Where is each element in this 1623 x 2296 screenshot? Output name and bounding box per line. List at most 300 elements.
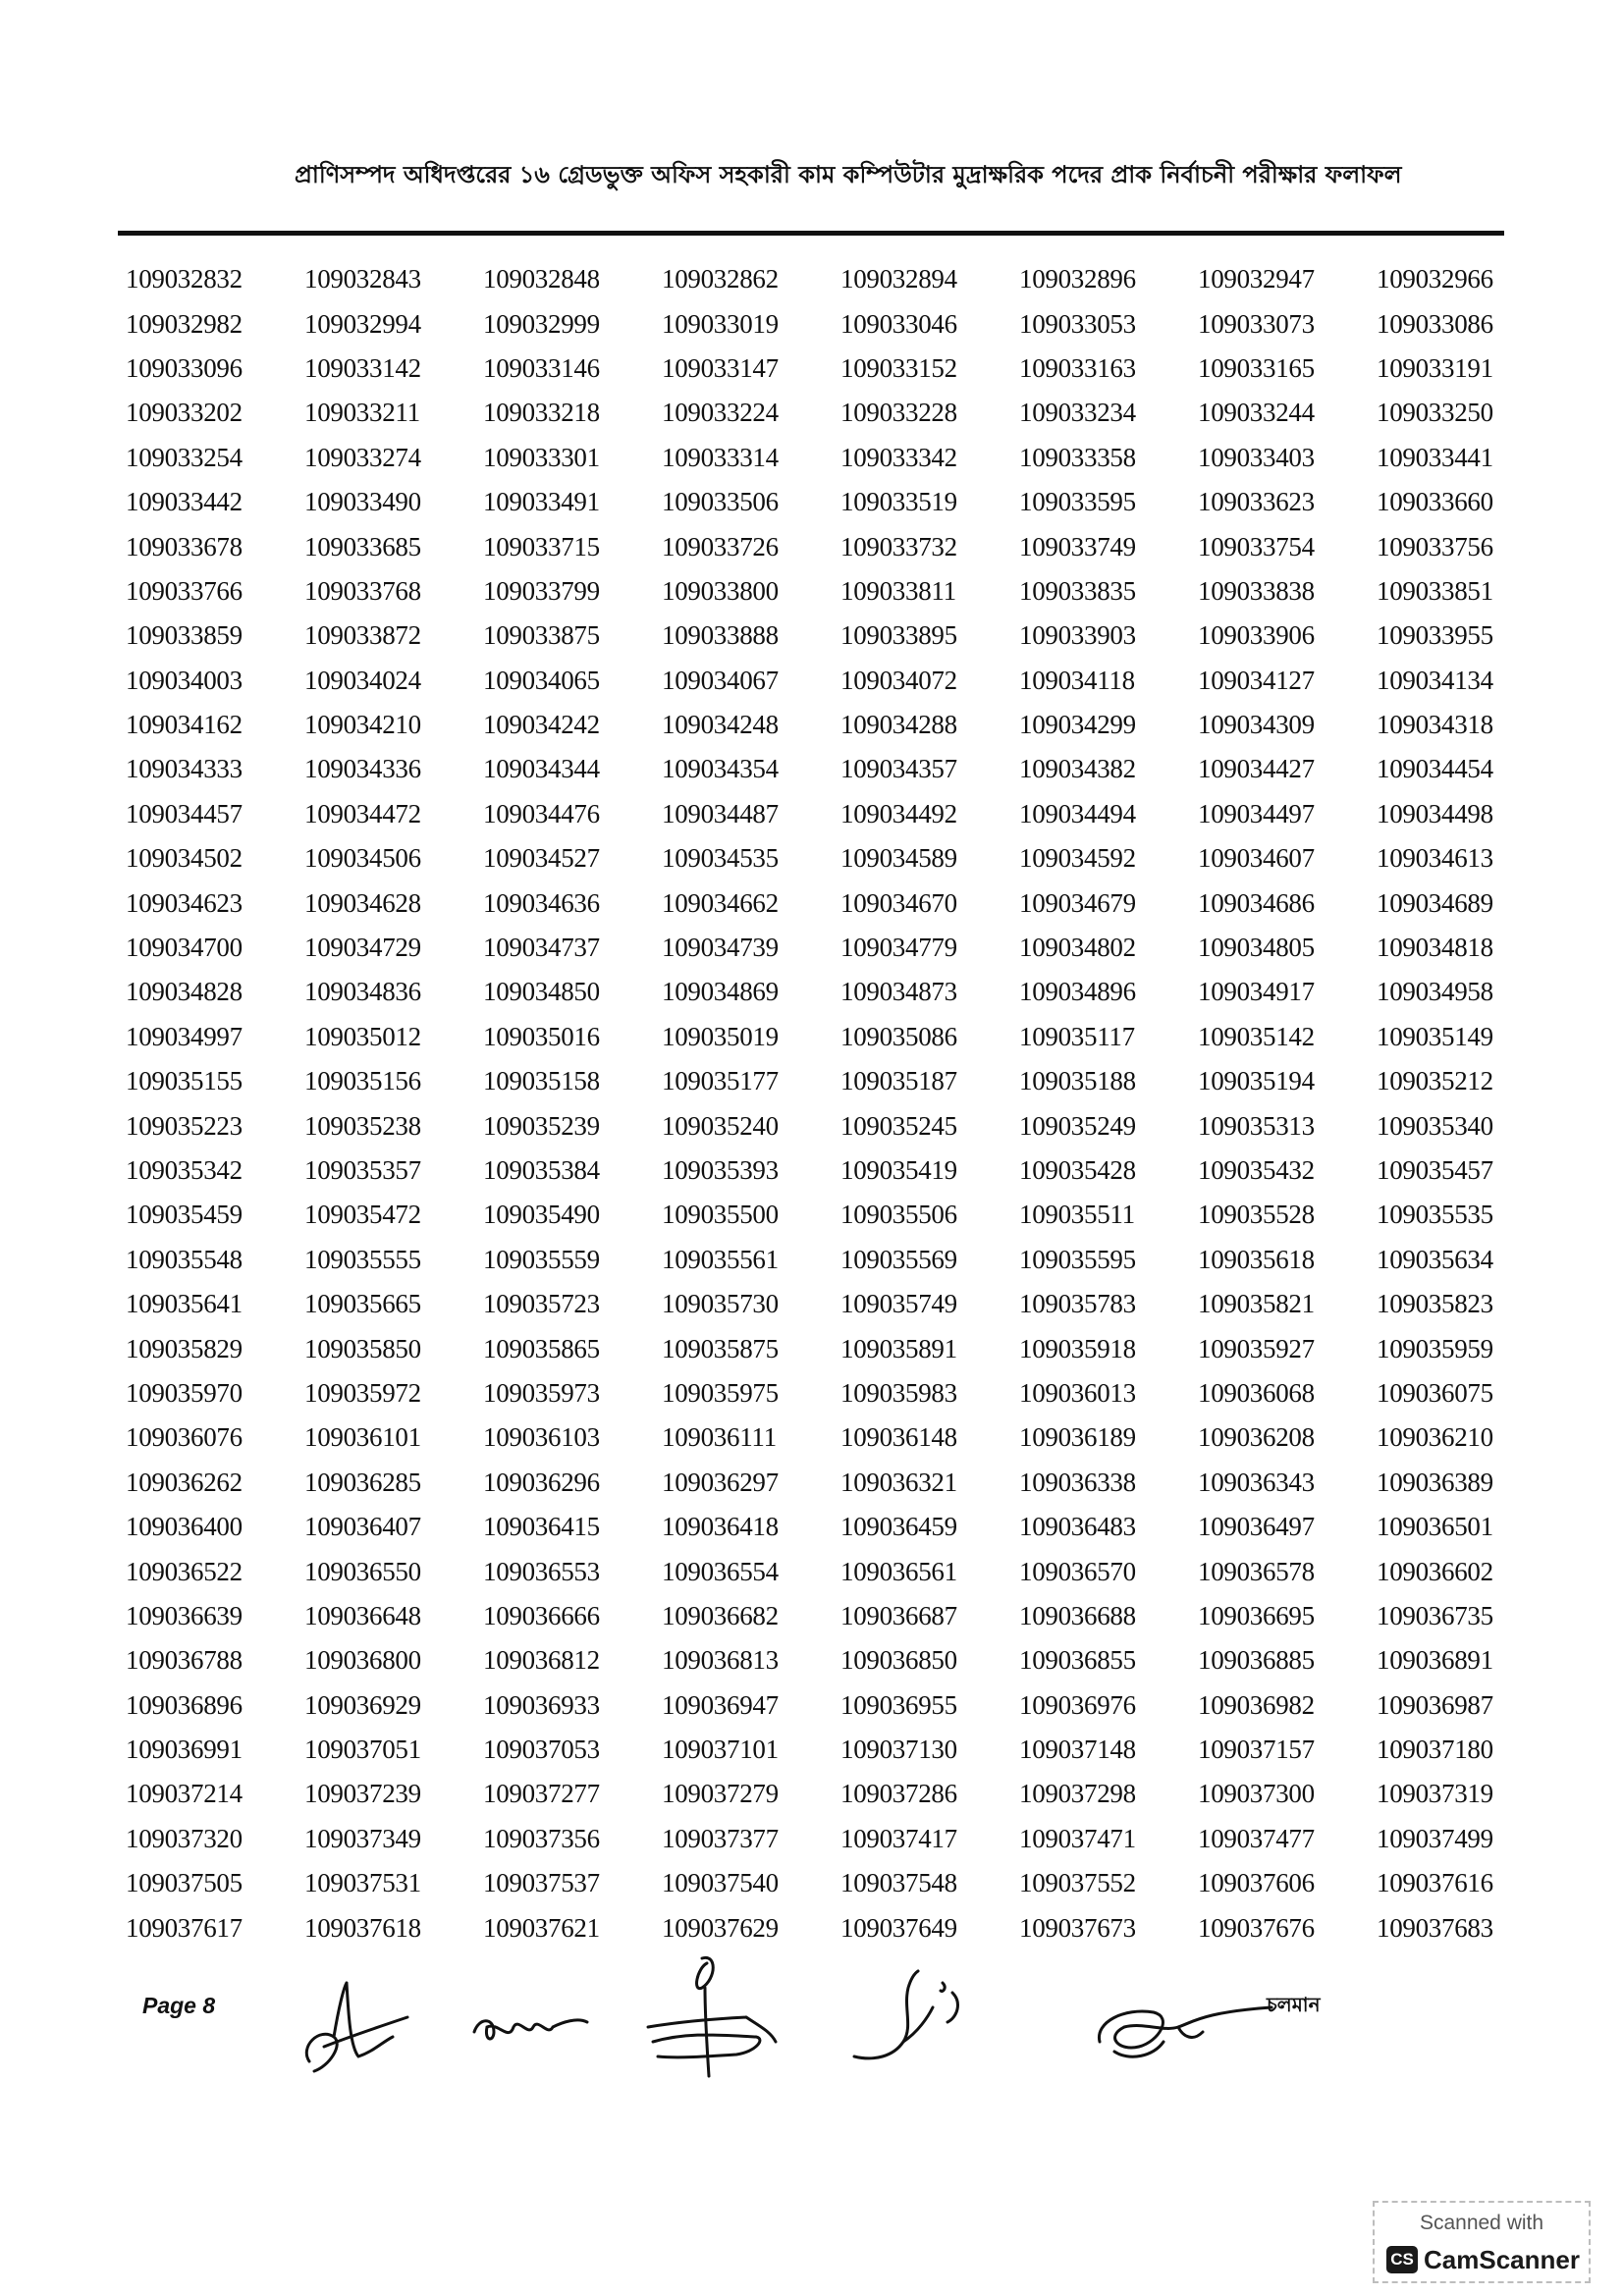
roll-number-cell: 109036688 <box>1019 1600 1136 1630</box>
signature-4 <box>844 1963 982 2071</box>
roll-number-cell: 109034024 <box>304 665 421 695</box>
roll-number-cell: 109034607 <box>1198 843 1315 874</box>
roll-number-cell: 109035975 <box>662 1377 779 1408</box>
roll-number-cell: 109034623 <box>126 887 243 918</box>
roll-number-cell: 109033799 <box>483 575 600 606</box>
roll-number-cell: 109037053 <box>483 1735 600 1765</box>
roll-number-cell: 109037356 <box>483 1823 600 1853</box>
roll-number-cell: 109037673 <box>1019 1912 1136 1943</box>
roll-number-cell: 109035432 <box>1198 1155 1315 1185</box>
roll-number-cell: 109034065 <box>483 665 600 695</box>
roll-number-cell: 109036855 <box>1019 1645 1136 1676</box>
roll-number-cell: 109033358 <box>1019 442 1136 472</box>
roll-number-cell: 109036343 <box>1198 1467 1315 1497</box>
roll-number-cell: 109035187 <box>840 1066 957 1096</box>
roll-number-cell: 109037130 <box>840 1735 957 1765</box>
roll-number-cell: 109035723 <box>483 1289 600 1319</box>
roll-number-cell: 109033595 <box>1019 487 1136 517</box>
roll-number-cell: 109034700 <box>126 933 243 963</box>
roll-number-cell: 109034333 <box>126 754 243 784</box>
roll-number-cell: 109033903 <box>1019 620 1136 651</box>
roll-number-cell: 109032982 <box>126 308 243 339</box>
roll-number-cell: 109035472 <box>304 1200 421 1230</box>
roll-number-cell: 109037552 <box>1019 1868 1136 1898</box>
roll-number-cell: 109035384 <box>483 1155 600 1185</box>
roll-number-cell: 109034354 <box>662 754 779 784</box>
roll-number-cell: 109034737 <box>483 933 600 963</box>
roll-number-cell: 109033660 <box>1377 487 1493 517</box>
roll-number-cell: 109037505 <box>126 1868 243 1898</box>
document-title: প্রাণিসম্পদ অধিদপ্তরের ১৬ গ্রেডভুক্ত অফিস সহকারী কাম কম্পিউটার মুদ্রাক্ষরিক পদের প্রাক নির্বাচনী পরীক্ষার ফলাফল <box>295 161 1402 188</box>
roll-number-cell: 109035569 <box>840 1244 957 1274</box>
roll-number-cell: 109032966 <box>1377 264 1493 294</box>
roll-number-cell: 109035249 <box>1019 1110 1136 1141</box>
roll-number-cell: 109035239 <box>483 1110 600 1141</box>
roll-number-cell: 109033859 <box>126 620 243 651</box>
roll-number-cell: 109034589 <box>840 843 957 874</box>
roll-number-cell: 109035155 <box>126 1066 243 1096</box>
roll-number-cell: 109033096 <box>126 352 243 383</box>
roll-number-cell: 109033019 <box>662 308 779 339</box>
roll-number-cell: 109033224 <box>662 398 779 428</box>
roll-number-cell: 109035595 <box>1019 1244 1136 1274</box>
roll-number-cell: 109037279 <box>662 1779 779 1809</box>
roll-number-cell: 109035459 <box>126 1200 243 1230</box>
roll-number-cell: 109034134 <box>1377 665 1493 695</box>
page-number: Page 8 <box>142 1993 216 2018</box>
roll-number-cell: 109033053 <box>1019 308 1136 339</box>
roll-number-cell: 109033218 <box>483 398 600 428</box>
roll-number-table <box>126 257 1520 1950</box>
roll-number-cell: 109037683 <box>1377 1912 1493 1943</box>
roll-number-cell: 109036522 <box>126 1556 243 1586</box>
roll-number-cell: 109036415 <box>483 1512 600 1542</box>
roll-number-cell: 109037617 <box>126 1912 243 1943</box>
roll-number-cell: 109033314 <box>662 442 779 472</box>
roll-number-cell: 109035419 <box>840 1155 957 1185</box>
roll-number-cell: 109034896 <box>1019 977 1136 1007</box>
roll-number-cell: 109036148 <box>840 1422 957 1453</box>
roll-number-cell: 109035393 <box>662 1155 779 1185</box>
roll-number-cell: 109034779 <box>840 933 957 963</box>
roll-number-cell: 109033250 <box>1377 398 1493 428</box>
roll-number-cell: 109033766 <box>126 575 243 606</box>
roll-number-cell: 109036850 <box>840 1645 957 1676</box>
roll-number-cell: 109035245 <box>840 1110 957 1141</box>
roll-number-cell: 109035149 <box>1377 1021 1493 1051</box>
roll-number-cell: 109033142 <box>304 352 421 383</box>
roll-number-cell: 109036189 <box>1019 1422 1136 1453</box>
roll-number-cell: 109034636 <box>483 887 600 918</box>
roll-number-cell: 109036296 <box>483 1467 600 1497</box>
watermark-app-name: CamScanner <box>1424 2245 1580 2274</box>
roll-number-cell: 109034498 <box>1377 798 1493 828</box>
roll-number-cell: 109036389 <box>1377 1467 1493 1497</box>
roll-number-cell: 109032999 <box>483 308 600 339</box>
roll-number-cell: 109034958 <box>1377 977 1493 1007</box>
roll-number-cell: 109036285 <box>304 1467 421 1497</box>
roll-number-cell: 109037239 <box>304 1779 421 1809</box>
roll-number-cell: 109035641 <box>126 1289 243 1319</box>
roll-number-cell: 109034003 <box>126 665 243 695</box>
roll-number-cell: 109036501 <box>1377 1512 1493 1542</box>
roll-number-cell: 109036666 <box>483 1600 600 1630</box>
roll-number-cell: 109036076 <box>126 1422 243 1453</box>
roll-number-cell: 109037319 <box>1377 1779 1493 1809</box>
roll-number-cell: 109035555 <box>304 1244 421 1274</box>
roll-number-cell: 109033234 <box>1019 398 1136 428</box>
roll-number-cell: 109036639 <box>126 1600 243 1630</box>
roll-number-cell: 109036578 <box>1198 1556 1315 1586</box>
roll-number-cell: 109037618 <box>304 1912 421 1943</box>
roll-number-cell: 109037477 <box>1198 1823 1315 1853</box>
roll-number-cell: 109033046 <box>840 308 957 339</box>
roll-number-cell: 109034670 <box>840 887 957 918</box>
roll-number-cell: 109034494 <box>1019 798 1136 828</box>
roll-number-cell: 109035749 <box>840 1289 957 1319</box>
roll-number-cell: 109034210 <box>304 710 421 740</box>
roll-number-cell: 109034689 <box>1377 887 1493 918</box>
roll-number-cell: 109033165 <box>1198 352 1315 383</box>
roll-number-cell: 109035238 <box>304 1110 421 1141</box>
roll-number-cell: 109035117 <box>1019 1021 1135 1051</box>
roll-number-cell: 109036297 <box>662 1467 779 1497</box>
roll-number-cell: 109034917 <box>1198 977 1315 1007</box>
roll-number-cell: 109035865 <box>483 1333 600 1363</box>
roll-number-cell: 109032947 <box>1198 264 1315 294</box>
roll-number-cell: 109033749 <box>1019 531 1136 561</box>
roll-number-cell: 109032896 <box>1019 264 1136 294</box>
camscanner-logo-icon: CS <box>1386 2246 1418 2273</box>
roll-number-cell: 109036885 <box>1198 1645 1315 1676</box>
roll-number-cell: 109034162 <box>126 710 243 740</box>
roll-number-cell: 109037148 <box>1019 1735 1136 1765</box>
roll-number-cell: 109033851 <box>1377 575 1493 606</box>
roll-number-cell: 109036111 <box>662 1422 777 1453</box>
signature-3 <box>638 1949 785 2081</box>
signature-5 <box>1085 1983 1281 2071</box>
roll-number-cell: 109035086 <box>840 1021 957 1051</box>
roll-number-cell: 109037621 <box>483 1912 600 1943</box>
roll-number-cell: 109034127 <box>1198 665 1315 695</box>
roll-number-cell: 109035983 <box>840 1377 957 1408</box>
roll-number-cell: 109034344 <box>483 754 600 784</box>
roll-number-cell: 109034836 <box>304 977 421 1007</box>
roll-number-cell: 109035142 <box>1198 1021 1315 1051</box>
roll-number-cell: 109033403 <box>1198 442 1315 472</box>
roll-number-cell: 109034476 <box>483 798 600 828</box>
roll-number-cell: 109034336 <box>304 754 421 784</box>
roll-number-cell: 109033254 <box>126 442 243 472</box>
roll-number-cell: 109035891 <box>840 1333 957 1363</box>
roll-number-cell: 109036955 <box>840 1689 957 1720</box>
roll-number-cell: 109033955 <box>1377 620 1493 651</box>
roll-number-cell: 109036896 <box>126 1689 243 1720</box>
watermark-caption: Scanned with <box>1419 2212 1544 2234</box>
roll-number-cell: 109036550 <box>304 1556 421 1586</box>
roll-number-cell: 109036800 <box>304 1645 421 1676</box>
roll-number-cell: 109034873 <box>840 977 957 1007</box>
roll-number-cell: 109034472 <box>304 798 421 828</box>
roll-number-cell: 109033768 <box>304 575 421 606</box>
roll-number-cell: 109034628 <box>304 887 421 918</box>
roll-number-cell: 109034729 <box>304 933 421 963</box>
roll-number-cell: 109035428 <box>1019 1155 1136 1185</box>
roll-number-cell: 109037320 <box>126 1823 243 1853</box>
roll-number-cell: 109034357 <box>840 754 957 784</box>
roll-number-cell: 109033519 <box>840 487 957 517</box>
signature-note: চলমান <box>1267 1993 1321 2016</box>
roll-number-cell: 109033838 <box>1198 575 1315 606</box>
roll-number-cell: 109035511 <box>1019 1200 1135 1230</box>
roll-number-cell: 109033301 <box>483 442 600 472</box>
roll-number-cell: 109034502 <box>126 843 243 874</box>
roll-number-cell: 109035970 <box>126 1377 243 1408</box>
roll-number-cell: 109033715 <box>483 531 600 561</box>
roll-number-cell: 109034072 <box>840 665 957 695</box>
roll-number-cell: 109037537 <box>483 1868 600 1898</box>
roll-number-cell: 109035223 <box>126 1110 243 1141</box>
roll-number-cell: 109034818 <box>1377 933 1493 963</box>
roll-number-cell: 109036554 <box>662 1556 779 1586</box>
roll-number-cell: 109035959 <box>1377 1333 1493 1363</box>
roll-number-cell: 109035177 <box>662 1066 779 1096</box>
roll-number-cell: 109033811 <box>840 575 956 606</box>
roll-number-cell: 109035357 <box>304 1155 421 1185</box>
roll-number-cell: 109036687 <box>840 1600 957 1630</box>
roll-number-cell: 109033163 <box>1019 352 1136 383</box>
roll-number-cell: 109035821 <box>1198 1289 1315 1319</box>
roll-number-cell: 109037101 <box>662 1735 779 1765</box>
roll-number-cell: 109037499 <box>1377 1823 1493 1853</box>
roll-number-cell: 109034869 <box>662 977 779 1007</box>
roll-number-cell: 109035927 <box>1198 1333 1315 1363</box>
roll-number-cell: 109035918 <box>1019 1333 1136 1363</box>
roll-number-cell: 109037606 <box>1198 1868 1315 1898</box>
roll-number-cell: 109035548 <box>126 1244 243 1274</box>
roll-number-cell: 109035561 <box>662 1244 779 1274</box>
signature-1 <box>290 1968 417 2086</box>
signature-2 <box>469 2002 597 2061</box>
roll-number-cell: 109032862 <box>662 264 779 294</box>
roll-number-cell: 109037629 <box>662 1912 779 1943</box>
roll-number-cell: 109033835 <box>1019 575 1136 606</box>
roll-number-cell: 109034454 <box>1377 754 1493 784</box>
roll-number-cell: 109037540 <box>662 1868 779 1898</box>
roll-number-cell: 109037616 <box>1377 1868 1493 1898</box>
roll-number-cell: 109036933 <box>483 1689 600 1720</box>
roll-number-cell: 109032843 <box>304 264 421 294</box>
roll-number-cell: 109034382 <box>1019 754 1136 784</box>
roll-number-cell: 109036929 <box>304 1689 421 1720</box>
roll-number-cell: 109033623 <box>1198 487 1315 517</box>
roll-number-cell: 109034805 <box>1198 933 1315 963</box>
roll-number-cell: 109035156 <box>304 1066 421 1096</box>
roll-number-cell: 109034739 <box>662 933 779 963</box>
roll-number-cell: 109036947 <box>662 1689 779 1720</box>
roll-number-cell: 109033906 <box>1198 620 1315 651</box>
roll-number-cell: 109033732 <box>840 531 957 561</box>
roll-number-cell: 109035500 <box>662 1200 779 1230</box>
roll-number-cell: 109036682 <box>662 1600 779 1630</box>
roll-number-cell: 109035559 <box>483 1244 600 1274</box>
roll-number-cell: 109033872 <box>304 620 421 651</box>
roll-number-cell: 109034506 <box>304 843 421 874</box>
roll-number-cell: 109036561 <box>840 1556 957 1586</box>
roll-number-cell: 109033086 <box>1377 308 1493 339</box>
roll-number-cell: 109033678 <box>126 531 243 561</box>
roll-number-cell: 109036483 <box>1019 1512 1136 1542</box>
roll-number-cell: 109035823 <box>1377 1289 1493 1319</box>
roll-number-cell: 109033490 <box>304 487 421 517</box>
roll-number-cell: 109035506 <box>840 1200 957 1230</box>
roll-number-cell: 109033442 <box>126 487 243 517</box>
roll-number-cell: 109034686 <box>1198 887 1315 918</box>
roll-number-cell: 109035783 <box>1019 1289 1136 1319</box>
roll-number-cell: 109034527 <box>483 843 600 874</box>
roll-number-cell: 109033211 <box>304 398 420 428</box>
roll-number-cell: 109032832 <box>126 264 243 294</box>
roll-number-cell: 109035212 <box>1377 1066 1493 1096</box>
roll-number-cell: 109033146 <box>483 352 600 383</box>
roll-number-cell: 109035016 <box>483 1021 600 1051</box>
roll-number-cell: 109035850 <box>304 1333 421 1363</box>
roll-number-cell: 109035194 <box>1198 1066 1315 1096</box>
roll-number-cell: 109036695 <box>1198 1600 1315 1630</box>
roll-number-cell: 109033202 <box>126 398 243 428</box>
roll-number-cell: 109033274 <box>304 442 421 472</box>
roll-number-cell: 109035342 <box>126 1155 243 1185</box>
roll-number-cell: 109036262 <box>126 1467 243 1497</box>
camscanner-watermark <box>1373 2201 1591 2283</box>
roll-number-cell: 109037214 <box>126 1779 243 1809</box>
roll-number-cell: 109034248 <box>662 710 779 740</box>
roll-number-cell: 109036813 <box>662 1645 779 1676</box>
roll-number-cell: 109035012 <box>304 1021 421 1051</box>
roll-number-cell: 109034288 <box>840 710 957 740</box>
roll-number-cell: 109036338 <box>1019 1467 1136 1497</box>
roll-number-cell: 109037298 <box>1019 1779 1136 1809</box>
roll-number-cell: 109033506 <box>662 487 779 517</box>
roll-number-cell: 109033888 <box>662 620 779 651</box>
roll-number-cell: 109034457 <box>126 798 243 828</box>
roll-number-cell: 109033800 <box>662 575 779 606</box>
roll-number-cell: 109036418 <box>662 1512 779 1542</box>
roll-number-cell: 109036976 <box>1019 1689 1136 1720</box>
roll-number-cell: 109034318 <box>1377 710 1493 740</box>
roll-number-cell: 109034497 <box>1198 798 1315 828</box>
roll-number-cell: 109036735 <box>1377 1600 1493 1630</box>
roll-number-cell: 109036891 <box>1377 1645 1493 1676</box>
roll-number-cell: 109033244 <box>1198 398 1315 428</box>
roll-number-cell: 109035240 <box>662 1110 779 1141</box>
roll-number-cell: 109036987 <box>1377 1689 1493 1720</box>
roll-number-cell: 109036991 <box>126 1735 243 1765</box>
roll-number-cell: 109033756 <box>1377 531 1493 561</box>
roll-number-cell: 109036788 <box>126 1645 243 1676</box>
roll-number-cell: 109036013 <box>1019 1377 1136 1408</box>
roll-number-cell: 109037277 <box>483 1779 600 1809</box>
roll-number-cell: 109034613 <box>1377 843 1493 874</box>
roll-number-cell: 109034592 <box>1019 843 1136 874</box>
roll-number-cell: 109037649 <box>840 1912 957 1943</box>
roll-number-cell: 109035634 <box>1377 1244 1493 1274</box>
roll-number-cell: 109035973 <box>483 1377 600 1408</box>
roll-number-cell: 109036553 <box>483 1556 600 1586</box>
roll-number-cell: 109036103 <box>483 1422 600 1453</box>
roll-number-cell: 109037286 <box>840 1779 957 1809</box>
roll-number-cell: 109037676 <box>1198 1912 1315 1943</box>
roll-number-cell: 109035875 <box>662 1333 779 1363</box>
roll-number-cell: 109036407 <box>304 1512 421 1542</box>
roll-number-cell: 109036208 <box>1198 1422 1315 1453</box>
roll-number-cell: 109036068 <box>1198 1377 1315 1408</box>
roll-number-cell: 109036321 <box>840 1467 957 1497</box>
roll-number-cell: 109035665 <box>304 1289 421 1319</box>
roll-number-cell: 109037051 <box>304 1735 421 1765</box>
roll-number-cell: 109033754 <box>1198 531 1315 561</box>
roll-number-cell: 109034427 <box>1198 754 1315 784</box>
roll-number-cell: 109034118 <box>1019 665 1135 695</box>
roll-number-cell: 109034242 <box>483 710 600 740</box>
roll-number-cell: 109035618 <box>1198 1244 1315 1274</box>
roll-number-cell: 109035158 <box>483 1066 600 1096</box>
roll-number-cell: 109037349 <box>304 1823 421 1853</box>
roll-number-cell: 109034067 <box>662 665 779 695</box>
roll-number-cell: 109033491 <box>483 487 600 517</box>
roll-number-cell: 109034850 <box>483 977 600 1007</box>
roll-number-cell: 109033342 <box>840 442 957 472</box>
roll-number-cell: 109037531 <box>304 1868 421 1898</box>
roll-number-cell: 109034828 <box>126 977 243 1007</box>
roll-number-cell: 109037180 <box>1377 1735 1493 1765</box>
roll-number-cell: 109036570 <box>1019 1556 1136 1586</box>
roll-number-cell: 109036101 <box>304 1422 421 1453</box>
roll-number-cell: 109036982 <box>1198 1689 1315 1720</box>
roll-number-cell: 109035313 <box>1198 1110 1315 1141</box>
roll-number-cell: 109035730 <box>662 1289 779 1319</box>
roll-number-cell: 109033147 <box>662 352 779 383</box>
roll-number-cell: 109035490 <box>483 1200 600 1230</box>
roll-number-cell: 109035188 <box>1019 1066 1136 1096</box>
roll-number-cell: 109035535 <box>1377 1200 1493 1230</box>
roll-number-cell: 109033441 <box>1377 442 1493 472</box>
roll-number-cell: 109036400 <box>126 1512 243 1542</box>
roll-number-cell: 109036459 <box>840 1512 957 1542</box>
roll-number-cell: 109033152 <box>840 352 957 383</box>
roll-number-cell: 109037300 <box>1198 1779 1315 1809</box>
roll-number-cell: 109034662 <box>662 887 779 918</box>
roll-number-cell: 109036648 <box>304 1600 421 1630</box>
roll-number-cell: 109034802 <box>1019 933 1136 963</box>
roll-number-cell: 109032894 <box>840 264 957 294</box>
roll-number-cell: 109036812 <box>483 1645 600 1676</box>
roll-number-cell: 109037471 <box>1019 1823 1136 1853</box>
roll-number-cell: 109033191 <box>1377 352 1493 383</box>
roll-number-cell: 109034679 <box>1019 887 1136 918</box>
roll-number-cell: 109036075 <box>1377 1377 1493 1408</box>
roll-number-cell: 109035829 <box>126 1333 243 1363</box>
roll-number-cell: 109034535 <box>662 843 779 874</box>
roll-number-cell: 109033073 <box>1198 308 1315 339</box>
roll-number-cell: 109035972 <box>304 1377 421 1408</box>
roll-number-cell: 109033228 <box>840 398 957 428</box>
roll-number-cell: 109034997 <box>126 1021 243 1051</box>
roll-number-cell: 109035457 <box>1377 1155 1493 1185</box>
roll-number-cell: 109036602 <box>1377 1556 1493 1586</box>
roll-number-cell: 109035019 <box>662 1021 779 1051</box>
roll-number-cell: 109034487 <box>662 798 779 828</box>
